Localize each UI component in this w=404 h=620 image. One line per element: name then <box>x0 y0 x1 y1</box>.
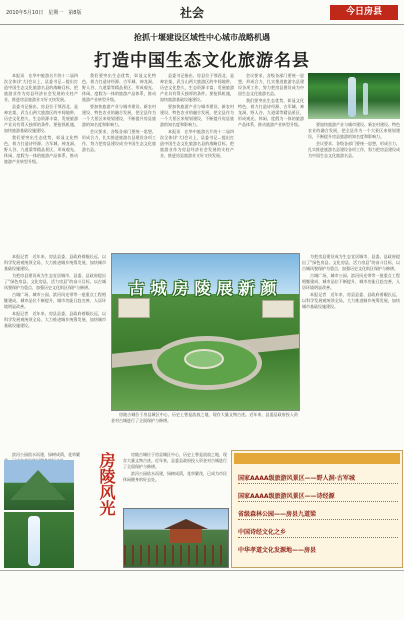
paragraph: 滨河公园依水而建，绿树成荫，花草繁 <box>12 452 80 457</box>
ad-line: 中国诗经文化之乡 <box>238 529 287 536</box>
banner-title: 古城房陵展新颜 <box>128 279 283 298</box>
plaza-fountain <box>184 349 224 369</box>
issue-date: 2010年5月10日 星期一 第8版 <box>6 10 82 16</box>
ad-divider <box>238 501 398 502</box>
waterfall-photo <box>308 73 400 119</box>
main-headline: 打造中国生态文化旅游名县 <box>94 51 310 71</box>
kicker-headline: 抢抓十堰建设区域性中心城市战略机遇 <box>134 32 270 42</box>
paragraph: 房陵古城位于房县城区中心，历史上曾是流放之地，现存大量文物古迹。近年来，县委县政府投入资金对古城进行了全面保护与修缮。 <box>123 452 227 469</box>
ancient-city-photo <box>111 253 300 411</box>
bridge-railing <box>124 545 228 565</box>
page-header <box>0 0 404 25</box>
paragraph: 为把房县建设成为生态宜居城市，县委、县政府提出了“绿色房县、文化房县、活力房县”的奋斗目标，以古城风貌保护为重点，加强历史文化街区保护与修缮。 <box>4 273 106 290</box>
temple-roof <box>164 519 208 529</box>
paragraph: 本报记者 近年来，房县县委、县政府着眼长远，以科学发展观统领全局，大力推进城乡统筹发展，加快城市基础设施建设。 <box>302 292 400 309</box>
vertical-title-text: 房陵风光 <box>97 452 116 516</box>
ad-line: 省级森林公园——房县九道梁 <box>238 511 317 518</box>
mountain-peak <box>10 470 66 500</box>
ad-divider <box>238 519 398 520</box>
paragraph: 滨河公园依水而建，绿树成荫，花草繁茂，已成为市民休闲健身的好去处。 <box>123 471 227 482</box>
paragraph: 我们要突出生态优势，彰显文化特色，着力打造诗经源、古军城、神龙洞、野人谷、九道梁等精品景区，形成观光、休闲、度假为一体的旅游产品体系，推动旅游产业转型升级。 <box>4 135 78 164</box>
paragraph: 古城广场、城市公园、滨河风光带等一批重点工程相继建成，城市品位不断提升，城市功能日趋完善，人居环境明显改善。 <box>4 292 106 309</box>
article-column-right <box>302 254 400 450</box>
article-column-3 <box>160 73 234 247</box>
paragraph: 我们要突出生态优势，彰显文化特色，着力打造诗经源、古军城、神龙洞、野人谷、九道梁等精品景区，形成观光、休闲、度假为一体的旅游产品体系，推动旅游产业转型升级。 <box>82 73 156 102</box>
ad-line: 国家AAAA级旅游风景区——野人洞·古军城 <box>238 475 355 482</box>
temple-hall <box>170 529 202 543</box>
waterfall-stream <box>28 516 40 566</box>
article-column-2 <box>82 73 156 247</box>
paragraph: 会议要求，各级各部门要统一思想，形成合力，扎实推进旅游名县建设各项工作，努力把房县建设成为中国生态文化旅游名县。 <box>82 129 156 152</box>
paragraph: 本报记者 近年来，房县县委、县政府着眼长远，以科学发展观统领全局，大力推进城乡统筹发展，加快城市基础设施建设。 <box>4 254 106 271</box>
paragraph: 房陵古城位于房县城区中心，历史上曾是流放之地，现存大量文物古迹。近年来，县委县政府投入资金对古城进行了全面保护与修缮。 <box>111 412 298 423</box>
article-column-5 <box>308 122 400 248</box>
paragraph: 古城广场、城市公园、滨河风光带等一批重点工程相继建成，城市品位不断提升，城市功能日趋完善，人居环境明显改善。 <box>302 273 400 290</box>
paragraph: 县委书记指出，房县位于鄂西北，是神农架、武当山两大旅游区的中间地带，历史文化悠久，生态资源丰富，发展旅游产业具有得天独厚的条件。要抢抓机遇，加快旅游基础设施建设。 <box>4 104 78 133</box>
ad-divider <box>238 483 398 484</box>
waterfall-stream <box>363 83 368 115</box>
brand-logo: 今日房县 <box>330 5 398 20</box>
building <box>262 300 294 318</box>
paragraph: 为把房县建设成为生态宜居城市，县委、县政府提出了“绿色房县、文化房县、活力房县”的奋斗目标，以古城风貌保护为重点，加强历史文化街区保护与修缮。 <box>302 254 400 271</box>
paragraph: 要加快旅游产业与城市建设、新农村建设、特色农业的融合发展，把全县作为一个大景区来规划建设，不断提升房县旅游的知名度和影响力。 <box>160 104 234 127</box>
article-column-4 <box>238 73 304 247</box>
paragraph: 要加快旅游产业与城市建设、新农村建设、特色农业的融合发展，把全县作为一个大景区来规划建设，不断提升房县旅游的知名度和影响力。 <box>308 122 400 139</box>
footer-rule <box>0 570 404 571</box>
article-column-1 <box>4 73 78 247</box>
vertical-title <box>86 452 126 516</box>
paragraph: 本报记者 近年来，房县县委、县政府着眼长远，以科学发展观统领全局，大力推进城乡统筹发展，加快城市基础设施建设。 <box>4 311 106 328</box>
section-title: 社会 <box>180 6 205 20</box>
caption-text <box>111 412 298 448</box>
mountain-photo <box>4 460 74 510</box>
paragraph: 会议要求，各级各部门要统一思想，形成合力，扎实推进旅游名县建设各项工作，努力把房县建设成为中国生态文化旅游名县。 <box>308 141 400 158</box>
paragraph: 县委书记指出，房县位于鄂西北，是神农架、武当山两大旅游区的中间地带，历史文化悠久，生态资源丰富，发展旅游产业具有得天独厚的条件。要抢抓机遇，加快旅游基础设施建设。 <box>160 73 234 102</box>
paragraph: 我们要突出生态优势，彰显文化特色，着力打造诗经源、古军城、神龙洞、野人谷、九道梁等精品景区，形成观光、休闲、度假为一体的旅游产品体系，推动旅游产业转型升级。 <box>238 98 304 127</box>
ad-header-bar <box>234 453 400 464</box>
article-column-left <box>4 254 106 450</box>
ad-divider <box>238 537 398 538</box>
bottom-text <box>4 452 80 460</box>
building <box>118 298 150 318</box>
paragraph: 本报讯 在华中旅游名片的十二届四次全体(扩大)会议上，县委书记…提出打造中国生态文化旅游名县的战略目标，把旅游业作为房县经济社会发展的支柱产业，推进房县旅游业又好又快发展。 <box>4 73 78 102</box>
ad-line: 中华孝道文化发源地——房县 <box>238 547 317 554</box>
cascade-photo <box>4 512 74 568</box>
waterfall-stream <box>348 77 356 117</box>
paragraph: 要加快旅游产业与城市建设、新农村建设、特色农业的融合发展，把全县作为一个大景区来规划建设，不断提升房县旅游的知名度和影响力。 <box>82 104 156 127</box>
ad-line: 国家AAAA级旅游风景区——诗经源 <box>238 493 335 500</box>
tourism-ad-box <box>231 450 403 568</box>
bottom-article <box>123 452 227 506</box>
paragraph: 本报讯 在华中旅游名片的十二届四次全体(扩大)会议上，县委书记…提出打造中国生态文化旅游名县的战略目标，把旅游业作为房县经济社会发展的支柱产业，推进房县旅游业又好又快发展。 <box>160 129 234 158</box>
paragraph: 会议要求，各级各部门要统一思想，形成合力，扎实推进旅游名县建设各项工作，努力把房县建设成为中国生态文化旅游名县。 <box>238 73 304 96</box>
temple-photo <box>123 508 229 568</box>
